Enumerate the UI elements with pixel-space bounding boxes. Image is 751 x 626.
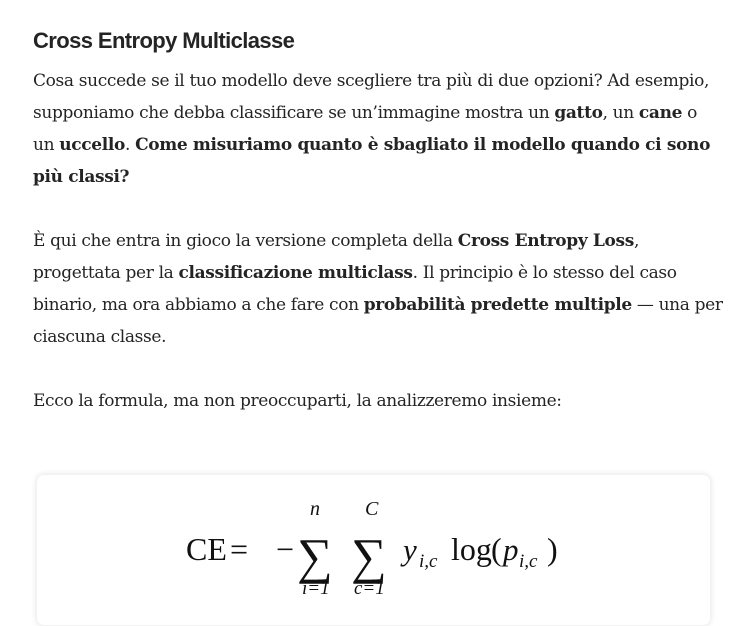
sum2-upper-limit: C: [365, 498, 379, 520]
bold-term-cane: cane: [638, 103, 683, 123]
sum1-upper-limit: n: [310, 498, 320, 520]
sum1-symbol: ∑: [297, 528, 333, 584]
formula-equation: [37, 475, 710, 625]
bold-term-gatto: gatto: [554, 103, 603, 123]
paragraph-formula-intro: Ecco la formula, ma non preoccuparti, la analizzeremo insieme:: [33, 391, 562, 411]
paragraph-intro: [33, 65, 723, 193]
open-paren: (: [491, 531, 502, 567]
section-heading: Cross Entropy Multiclasse: [33, 28, 295, 53]
formula-equals: =: [230, 531, 249, 567]
paragraph-spacer: [33, 193, 723, 225]
text-run: , un: [602, 103, 639, 123]
p-variable: p: [503, 532, 519, 567]
y-variable: y: [403, 532, 417, 567]
bold-term-classificazione: classificazione multiclass: [178, 263, 413, 283]
text-run: È qui che entra in gioco la versione completa della: [33, 231, 458, 251]
formula-box: [36, 474, 711, 626]
bold-term-uccello: uccello: [59, 135, 125, 155]
bold-question: Come misuriamo quanto è sbagliato il modello quando ci sono più classi?: [33, 135, 711, 187]
sum1-lower-limit: i=1: [302, 578, 330, 599]
close-paren: ): [547, 531, 558, 567]
formula-lhs: CE: [186, 531, 227, 567]
paragraph-spacer: [33, 353, 723, 385]
text-run: .: [124, 135, 136, 155]
text-run: Cosa succede se il tuo modello deve scegliere tra più di due opzioni? Ad esempio, supponiamo che debba classificare se un’immagine mostra un: [33, 71, 710, 123]
bold-term-cross-entropy-loss: Cross Entropy Loss: [457, 231, 634, 251]
text-run: o un: [33, 103, 698, 155]
y-subscript: i,c: [419, 551, 438, 572]
formula-minus: −: [276, 531, 295, 567]
text-run: , progettata per la: [33, 231, 640, 283]
text-run: . Il principio è lo stesso del caso binario, ma ora abbiamo a che fare con: [33, 263, 677, 315]
article-body: [33, 26, 723, 417]
sum2-symbol: ∑: [351, 528, 387, 584]
bold-term-probabilita: probabilità predette multiple: [363, 295, 632, 315]
sum2-lower-limit: c=1: [354, 578, 385, 599]
log-function: log: [451, 531, 492, 567]
paragraph-cross-entropy: [33, 225, 723, 353]
text-run: — una per ciascuna classe.: [33, 295, 723, 347]
p-subscript: i,c: [519, 551, 538, 572]
